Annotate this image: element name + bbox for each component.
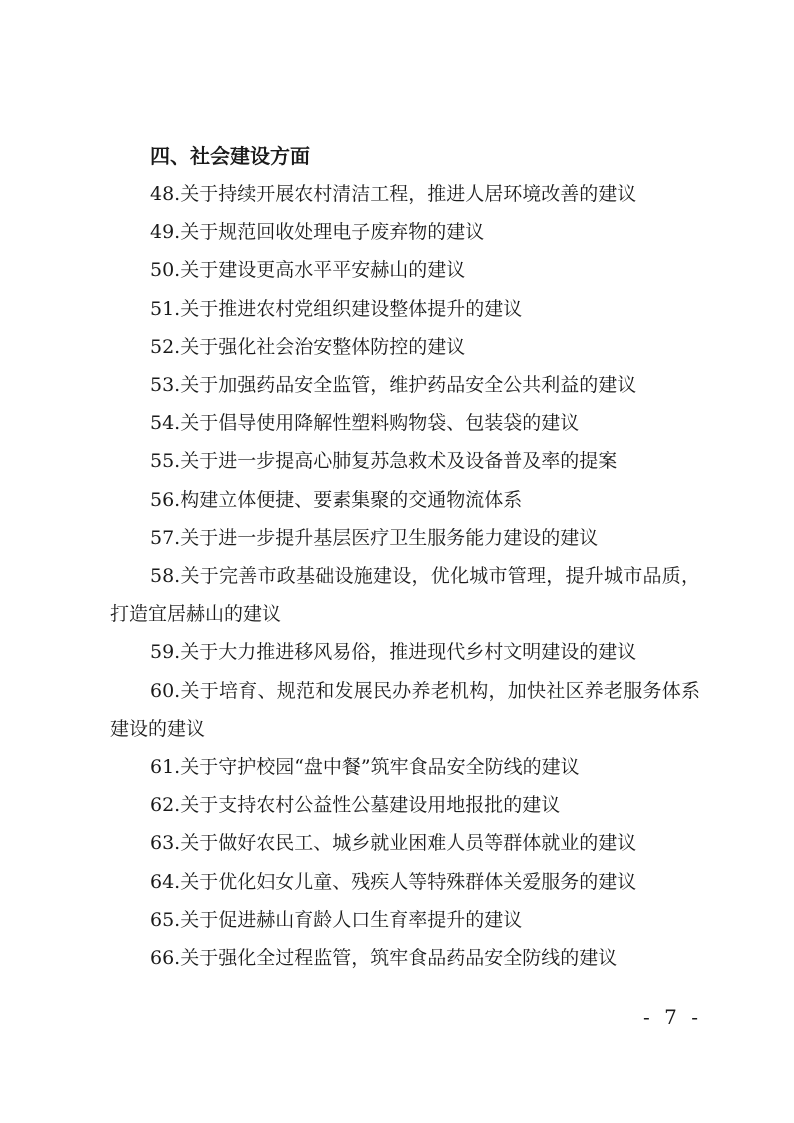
section-heading: 四、社会建设方面 bbox=[150, 144, 310, 168]
list-item-55: 55.关于进一步提高心肺复苏急救术及设备普及率的提案 bbox=[150, 450, 618, 473]
list-item-51: 51.关于推进农村党组织建设整体提升的建议 bbox=[150, 297, 523, 320]
list-item-59: 59.关于大力推进移风易俗，推进现代乡村文明建设的建议 bbox=[150, 641, 637, 664]
list-item-50: 50.关于建设更高水平平安赫山的建议 bbox=[150, 259, 466, 282]
list-item-56: 56.构建立体便捷、要素集聚的交通物流体系 bbox=[150, 488, 523, 511]
list-item-65: 65.关于促进赫山育龄人口生育率提升的建议 bbox=[150, 908, 523, 931]
list-item-62: 62.关于支持农村公益性公墓建设用地报批的建议 bbox=[150, 794, 561, 817]
list-item-61: 61.关于守护校园“盘中餐”筑牢食品安全防线的建议 bbox=[150, 756, 580, 779]
list-item-54: 54.关于倡导使用降解性塑料购物袋、包装袋的建议 bbox=[150, 412, 580, 435]
list-item-48: 48.关于持续开展农村清洁工程，推进人居环境改善的建议 bbox=[150, 183, 637, 205]
list-item-64: 64.关于优化妇女儿童、残疾人等特殊群体关爱服务的建议 bbox=[150, 870, 637, 893]
list-item-49: 49.关于规范回收处理电子废弃物的建议 bbox=[150, 221, 485, 244]
list-item-66: 66.关于强化全过程监管，筑牢食品药品安全防线的建议 bbox=[150, 947, 618, 970]
list-item-52: 52.关于强化社会治安整体防控的建议 bbox=[150, 335, 466, 358]
list-item-60: 60.关于培育、规范和发展民办养老机构，加快社区养老服务体系建设的建议 bbox=[110, 679, 700, 740]
list-item-53: 53.关于加强药品安全监管，维护药品安全公共利益的建议 bbox=[150, 374, 637, 397]
section-content bbox=[110, 137, 700, 977]
list-item-57: 57.关于进一步提升基层医疗卫生服务能力建设的建议 bbox=[150, 526, 599, 549]
list-item-63: 63.关于做好农民工、城乡就业困难人员等群体就业的建议 bbox=[150, 832, 637, 855]
list-item-58: 58.关于完善市政基础设施建设，优化城市管理，提升城市品质，打造宜居赫山的建议 bbox=[110, 565, 700, 626]
page-number: - 7 - bbox=[643, 1005, 702, 1029]
